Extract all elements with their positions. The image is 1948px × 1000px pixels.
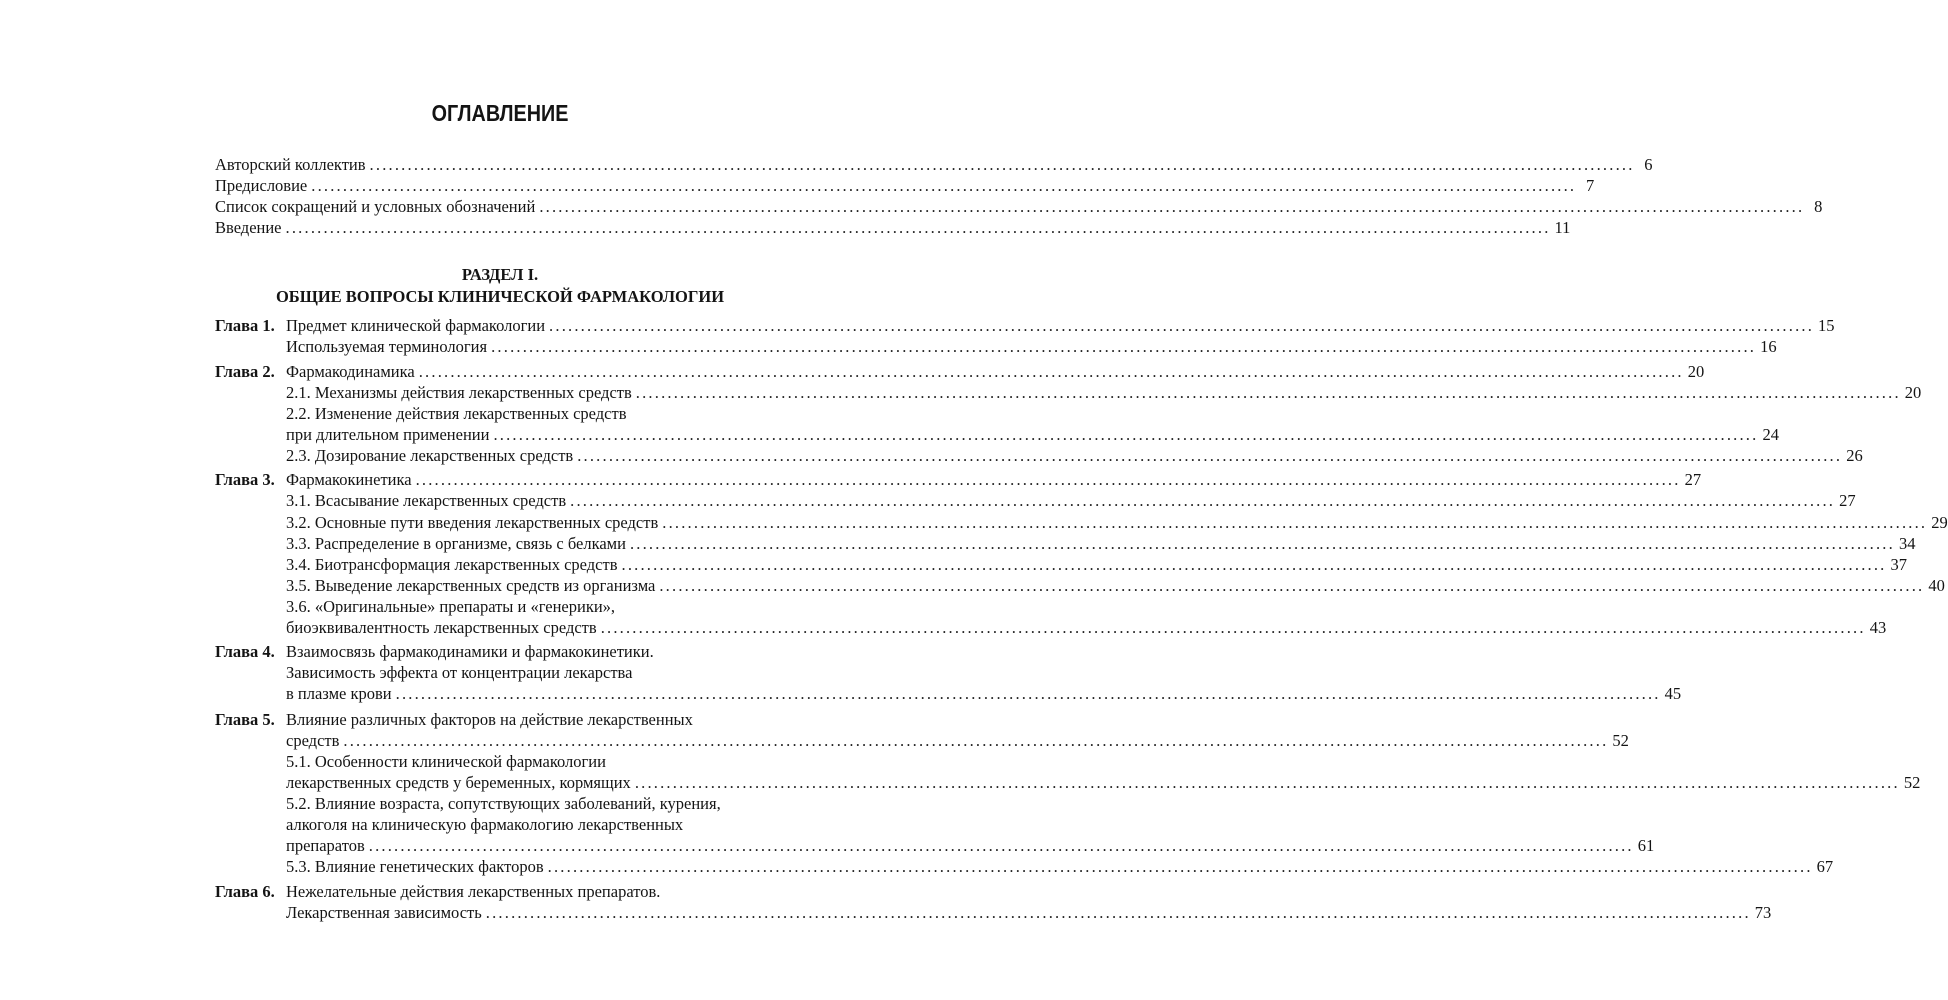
dot-leader: ........................................................................................................................................................................................................ [621, 555, 1887, 574]
entry-page: 37 [1890, 555, 1907, 574]
chapter-label: Глава 6. [215, 882, 275, 901]
entry-text: Предмет клинической фармакологии [286, 316, 546, 335]
section-heading-number: РАЗДЕЛ I. [461, 265, 539, 284]
toc-entry-preface [215, 176, 1595, 196]
dot-leader: ........................................................................................................................................................................................................ [629, 534, 1895, 553]
entry-page: 20 [1687, 362, 1705, 381]
section-heading-title: ОБЩИЕ ВОПРОСЫ КЛИНИЧЕСКОЙ ФАРМАКОЛОГИИ [275, 287, 725, 306]
entry-page: 8 [1814, 197, 1823, 216]
entry-text: лекарственных средств у беременных, кормящих [286, 773, 631, 792]
page-title: ОГЛАВЛЕНИЕ [431, 100, 569, 126]
entry-text: Используемая терминология [286, 337, 488, 356]
subsection-entry [286, 618, 1887, 638]
entry-page: 15 [1818, 316, 1835, 335]
dot-leader: ........................................................................................................................................................................................................ [662, 513, 1928, 532]
entry-page: 27 [1684, 470, 1702, 489]
chapter-entry [286, 684, 1682, 704]
entry-page: 27 [1839, 491, 1856, 510]
chapter-label: Глава 4. [215, 642, 275, 661]
chapter-label: Глава 1. [215, 316, 275, 335]
entry-page: 40 [1928, 576, 1945, 595]
dot-leader: ........................................................................................................................................................................................................ [343, 731, 1609, 750]
entry-page: 61 [1637, 836, 1655, 855]
toc-entry-introduction [215, 218, 1571, 238]
dot-leader: ........................................................................................................................................................................................................ [659, 576, 1925, 595]
chapter-label: Глава 3. [215, 470, 275, 489]
subsection-entry [286, 836, 1655, 856]
subsection-entry [286, 555, 1907, 575]
entry-page: 11 [1554, 218, 1571, 237]
chapter-entry [286, 316, 1835, 336]
entry-text: 5.3. Влияние генетических факторов [286, 857, 544, 876]
entry-page: 45 [1664, 684, 1682, 703]
entry-text: средств [286, 731, 340, 750]
dot-leader: ........................................................................................................................................................................................................ [418, 362, 1684, 381]
entry-page: 6 [1644, 155, 1653, 174]
chapter-entry [286, 731, 1629, 751]
entry-text: Фармакокинетика [286, 470, 412, 489]
chapter-entry [286, 903, 1772, 923]
dot-leader: ........................................................................................................................................................................................................ [285, 218, 1551, 237]
chapter-title-line: Влияние различных факторов на действие лекарственных [286, 710, 693, 729]
entry-page: 67 [1816, 857, 1834, 876]
dot-leader: ........................................................................................................................................................................................................ [311, 176, 1577, 195]
dot-leader: ........................................................................................................................................................................................................ [368, 836, 1634, 855]
dot-leader: ........................................................................................................................................................................................................ [600, 618, 1866, 637]
entry-page: 34 [1898, 534, 1916, 553]
entry-page: 73 [1754, 903, 1772, 922]
subsection-entry [286, 857, 1834, 877]
toc-entry-authors [215, 155, 1653, 175]
subsection-line: 5.2. Влияние возраста, сопутствующих заболеваний, курения, [286, 794, 721, 813]
subsection-line: алкоголя на клиническую фармакологию лекарственных [286, 815, 684, 834]
subsection-entry [286, 337, 1777, 357]
subsection-line: 3.6. «Оригинальные» препараты и «генерики», [286, 597, 616, 616]
chapter-entry [286, 470, 1702, 490]
dot-leader: ........................................................................................................................................................................................................ [570, 491, 1836, 510]
subsection-entry [286, 773, 1921, 793]
dot-leader: ........................................................................................................................................................................................................ [634, 773, 1900, 792]
subsection-line: 5.1. Особенности клинической фармакологии [286, 752, 606, 771]
entry-text: биоэквивалентность лекарственных средств [286, 618, 597, 637]
entry-page: 43 [1869, 618, 1887, 637]
dot-leader: ........................................................................................................................................................................................................ [493, 425, 1759, 444]
subsection-entry [286, 513, 1948, 533]
entry-text: 2.1. Механизмы действия лекарственных средств [286, 383, 632, 402]
subsection-entry [286, 425, 1779, 445]
subsection-entry [286, 446, 1863, 466]
dot-leader: ........................................................................................................................................................................................................ [369, 155, 1635, 174]
entry-page: 24 [1762, 425, 1779, 444]
subsection-entry [286, 383, 1922, 403]
entry-text: 2.3. Дозирование лекарственных средств [286, 446, 574, 465]
entry-text: при длительном применении [286, 425, 490, 444]
entry-text: 3.1. Всасывание лекарственных средств [286, 491, 567, 510]
subsection-line: 2.2. Изменение действия лекарственных средств [286, 404, 627, 423]
chapter-title-line: Взаимосвязь фармакодинамики и фармакокинетики. [286, 642, 654, 661]
dot-leader: ........................................................................................................................................................................................................ [415, 470, 1681, 489]
entry-page: 16 [1760, 337, 1777, 356]
entry-text: Фармакодинамика [286, 362, 415, 381]
entry-page: 29 [1931, 513, 1948, 532]
dot-leader: ........................................................................................................................................................................................................ [549, 316, 1815, 335]
entry-text: Предисловие [215, 176, 308, 195]
entry-text: Список сокращений и условных обозначений [215, 197, 536, 216]
entry-text: препаратов [286, 836, 365, 855]
entry-page: 52 [1612, 731, 1629, 750]
entry-text: Лекарственная зависимость [286, 903, 482, 922]
entry-page: 20 [1904, 383, 1922, 402]
entry-page: 26 [1846, 446, 1863, 465]
toc-entry-abbreviations [215, 197, 1823, 217]
entry-text: 3.5. Выведение лекарственных средств из организма [286, 576, 656, 595]
dot-leader: ........................................................................................................................................................................................................ [539, 197, 1805, 216]
entry-page: 7 [1586, 176, 1595, 195]
dot-leader: ........................................................................................................................................................................................................ [491, 337, 1757, 356]
subsection-entry [286, 576, 1945, 596]
dot-leader: ........................................................................................................................................................................................................ [577, 446, 1843, 465]
chapter-entry [286, 362, 1705, 382]
dot-leader: ........................................................................................................................................................................................................ [485, 903, 1751, 922]
chapter-title-line: Зависимость эффекта от концентрации лекарства [286, 663, 633, 682]
entry-text: в плазме крови [286, 684, 392, 703]
chapter-label: Глава 5. [215, 710, 275, 729]
dot-leader: ........................................................................................................................................................................................................ [635, 383, 1901, 402]
dot-leader: ........................................................................................................................................................................................................ [395, 684, 1661, 703]
entry-text: 3.4. Биотрансформация лекарственных средств [286, 555, 618, 574]
entry-text: Введение [215, 218, 282, 237]
subsection-entry [286, 491, 1856, 511]
entry-text: 3.3. Распределение в организме, связь с белками [286, 534, 626, 553]
chapter-title-line: Нежелательные действия лекарственных препаратов. [286, 882, 661, 901]
entry-text: 3.2. Основные пути введения лекарственных средств [286, 513, 659, 532]
chapter-label: Глава 2. [215, 362, 275, 381]
dot-leader: ........................................................................................................................................................................................................ [547, 857, 1813, 876]
subsection-entry [286, 534, 1916, 554]
entry-page: 52 [1903, 773, 1921, 792]
entry-text: Авторский коллектив [215, 155, 366, 174]
